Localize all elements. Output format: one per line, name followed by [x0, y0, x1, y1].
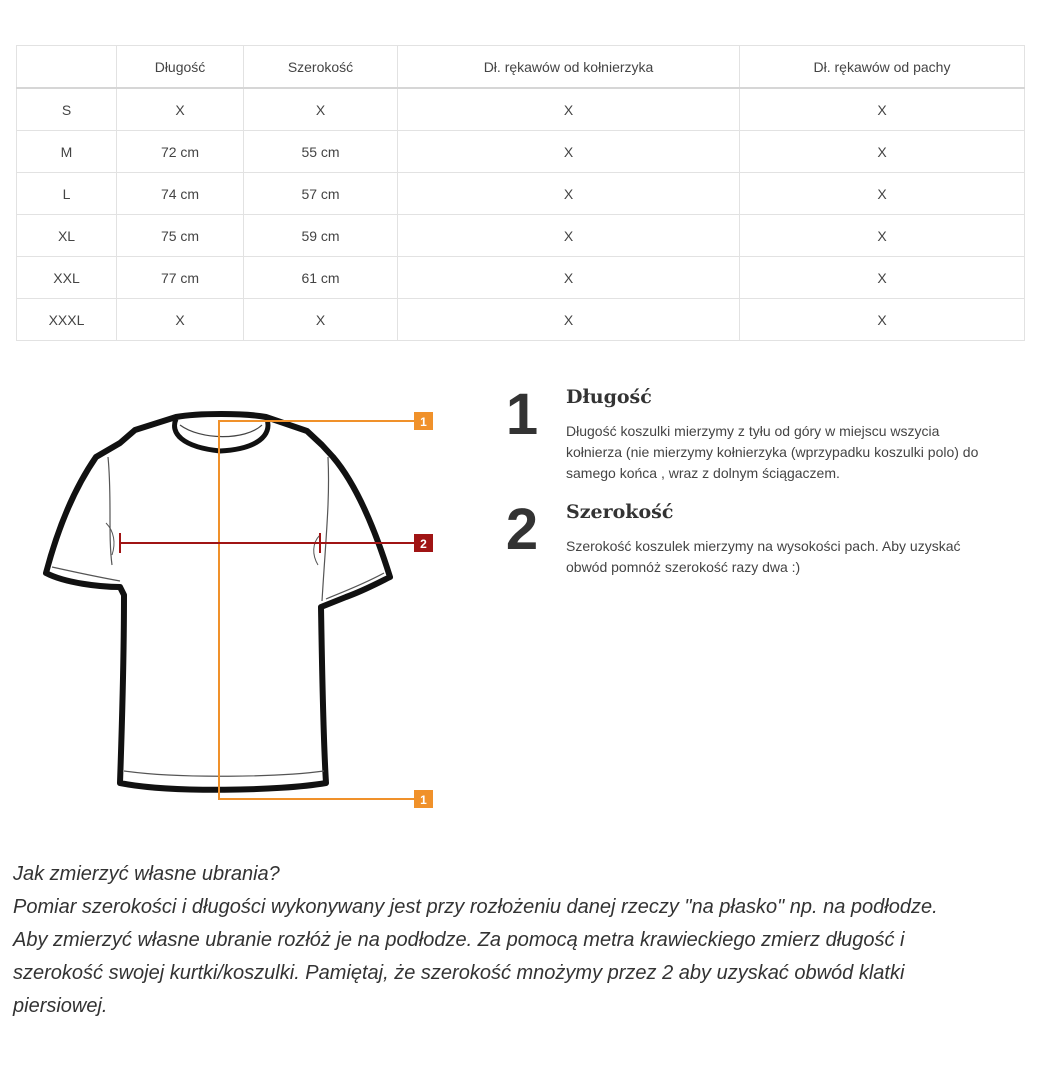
cell-width: 55 cm — [244, 131, 398, 173]
legend-title: Szerokość — [566, 501, 674, 523]
cell-sleeve-armpit: X — [740, 131, 1025, 173]
cell-length: 75 cm — [117, 215, 244, 257]
cell-size: M — [17, 131, 117, 173]
legend-title: Długość — [566, 386, 652, 408]
cell-sleeve-collar: X — [398, 131, 740, 173]
table-row — [17, 299, 1025, 341]
measurement-instructions — [13, 858, 973, 1023]
size-table — [16, 45, 1025, 341]
cell-size: XXL — [17, 257, 117, 299]
legend-number: 2 — [505, 497, 539, 562]
table-row — [17, 88, 1025, 131]
cell-length: 77 cm — [117, 257, 244, 299]
length-marker-bottom-label: 1 — [420, 793, 427, 807]
size-table-header — [17, 46, 1025, 89]
cell-width: 57 cm — [244, 173, 398, 215]
cell-length: 72 cm — [117, 131, 244, 173]
cell-width: 59 cm — [244, 215, 398, 257]
header-sleeve-from-armpit: Dł. rękawów od pachy — [740, 46, 1025, 89]
table-row — [17, 173, 1025, 215]
cell-sleeve-armpit: X — [740, 88, 1025, 131]
header-sleeve-from-collar: Dł. rękawów od kołnierzyka — [398, 46, 740, 89]
cell-sleeve-armpit: X — [740, 215, 1025, 257]
header-width: Szerokość — [244, 46, 398, 89]
header-row — [17, 46, 1025, 89]
cell-width: X — [244, 299, 398, 341]
cell-length: X — [117, 299, 244, 341]
cell-size: XL — [17, 215, 117, 257]
cell-width: X — [244, 88, 398, 131]
cell-sleeve-collar: X — [398, 299, 740, 341]
instructions-heading: Jak zmierzyć własne ubrania? — [13, 863, 280, 885]
cell-sleeve-collar: X — [398, 173, 740, 215]
instructions-body: Pomiar szerokości i długości wykonywany jest przy rozłożeniu danej rzeczy "na płasko" np. na podłodze. Aby zmierzyć własne ubranie rozłóż je na podłodze. Za pomocą metra krawieckiego zmierz długość i szerokość swojej kurtki/koszulki. Pamiętaj, że szerokość mnożymy przez 2 aby uzyskać obwód klatki piersiowej. — [13, 896, 938, 1017]
header-length: Długość — [117, 46, 244, 89]
length-marker-top-label: 1 — [420, 415, 427, 429]
legend-description: Długość koszulki mierzymy z tyłu od góry w miejscu wszycia kołnierza (nie mierzymy kołnierzyka (wprzypadku koszulki polo) do samego końca , wraz z dolnym ściągaczem. — [566, 423, 979, 481]
size-table-body — [17, 88, 1025, 341]
cell-length: X — [117, 88, 244, 131]
header-size — [17, 46, 117, 89]
cell-size: S — [17, 88, 117, 131]
table-row — [17, 215, 1025, 257]
tshirt-measurement-figure — [40, 405, 440, 815]
table-row — [17, 131, 1025, 173]
legend-description: Szerokość koszulek mierzymy na wysokości pach. Aby uzyskać obwód pomnóż szerokość razy dwa :) — [566, 538, 961, 575]
cell-sleeve-armpit: X — [740, 173, 1025, 215]
width-marker-label: 2 — [420, 537, 427, 551]
cell-width: 61 cm — [244, 257, 398, 299]
cell-sleeve-collar: X — [398, 257, 740, 299]
table-row — [17, 257, 1025, 299]
legend-number: 1 — [505, 382, 539, 447]
cell-length: 74 cm — [117, 173, 244, 215]
cell-sleeve-armpit: X — [740, 299, 1025, 341]
cell-sleeve-collar: X — [398, 215, 740, 257]
cell-size: L — [17, 173, 117, 215]
cell-size: XXXL — [17, 299, 117, 341]
cell-sleeve-armpit: X — [740, 257, 1025, 299]
cell-sleeve-collar: X — [398, 88, 740, 131]
